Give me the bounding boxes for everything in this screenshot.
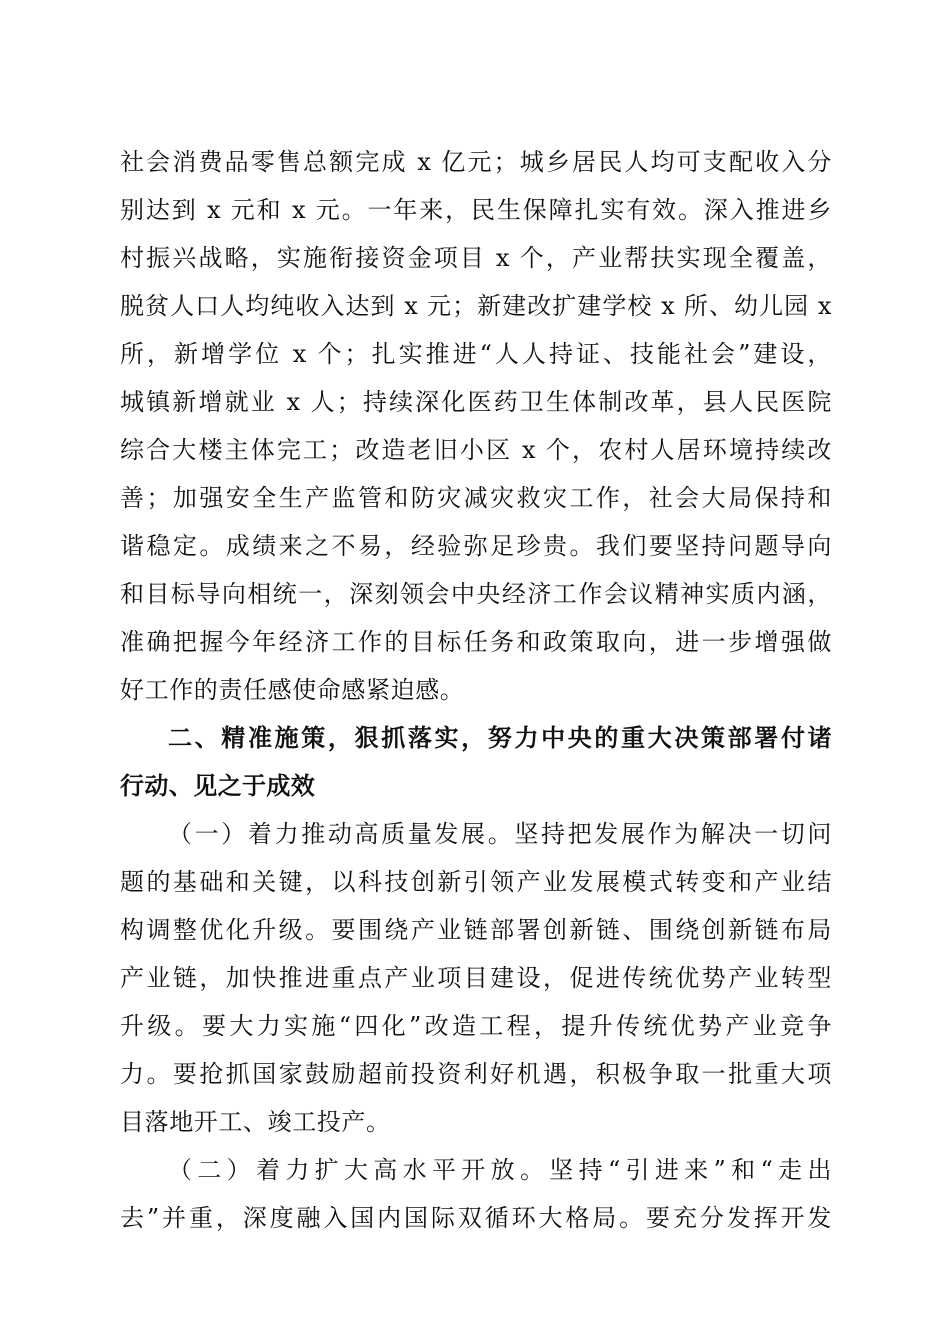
text-line: 脱贫人口人均纯收入达到 x 元；新建改扩建学校 x 所、幼儿园 x [120,292,832,320]
text-line: 善；加强安全生产监管和防灾减灾救灾工作，社会大局保持和 [120,484,832,512]
heading-line: 二、精准施策，狠抓落实，努力中央的重大决策部署付诸 [168,724,832,752]
text-line: （一）着力推动高质量发展。坚持把发展作为解决一切问 [168,820,832,848]
text-line: 准确把握今年经济工作的目标任务和政策取向，进一步增强做 [120,628,832,656]
text-line: 构调整优化升级。要围绕产业链部署创新链、围绕创新链布局 [120,916,832,944]
text-line: 所，新增学位 x 个；扎实推进“人人持证、技能社会”建设， [120,340,832,368]
text-line: 综合大楼主体完工；改造老旧小区 x 个，农村人居环境持续改 [120,436,832,464]
text-line: 别达到 x 元和 x 元。一年来，民生保障扎实有效。深入推进乡 [120,196,832,224]
text-line: 力。要抢抓国家鼓励超前投资利好机遇，积极争取一批重大项 [120,1060,832,1088]
text-line: 社会消费品零售总额完成 x 亿元；城乡居民人均可支配收入分 [120,148,832,176]
text-line: 去”并重，深度融入国内国际双循环大格局。要充分发挥开发 [120,1204,832,1232]
text-line: 目落地开工、竣工投产。 [120,1108,391,1136]
text-line: （二）着力扩大高水平开放。坚持“引进来”和“走出 [168,1156,832,1184]
text-line: 产业链，加快推进重点产业项目建设，促进传统优势产业转型 [120,964,832,992]
text-line: 题的基础和关键，以科技创新引领产业发展模式转变和产业结 [120,868,832,896]
heading-line: 行动、见之于成效 [120,772,316,800]
text-line: 城镇新增就业 x 人；持续深化医药卫生体制改革，县人民医院 [120,388,832,416]
text-line: 村振兴战略，实施衔接资金项目 x 个，产业帮扶实现全覆盖， [120,244,832,272]
text-line: 升级。要大力实施“四化”改造工程，提升传统优势产业竞争 [120,1012,832,1040]
text-line: 好工作的责任感使命感紧迫感。 [120,676,465,704]
text-line: 和目标导向相统一，深刻领会中央经济工作会议精神实质内涵， [120,580,832,608]
text-line: 谐稳定。成绩来之不易，经验弥足珍贵。我们要坚持问题导向 [120,532,832,560]
